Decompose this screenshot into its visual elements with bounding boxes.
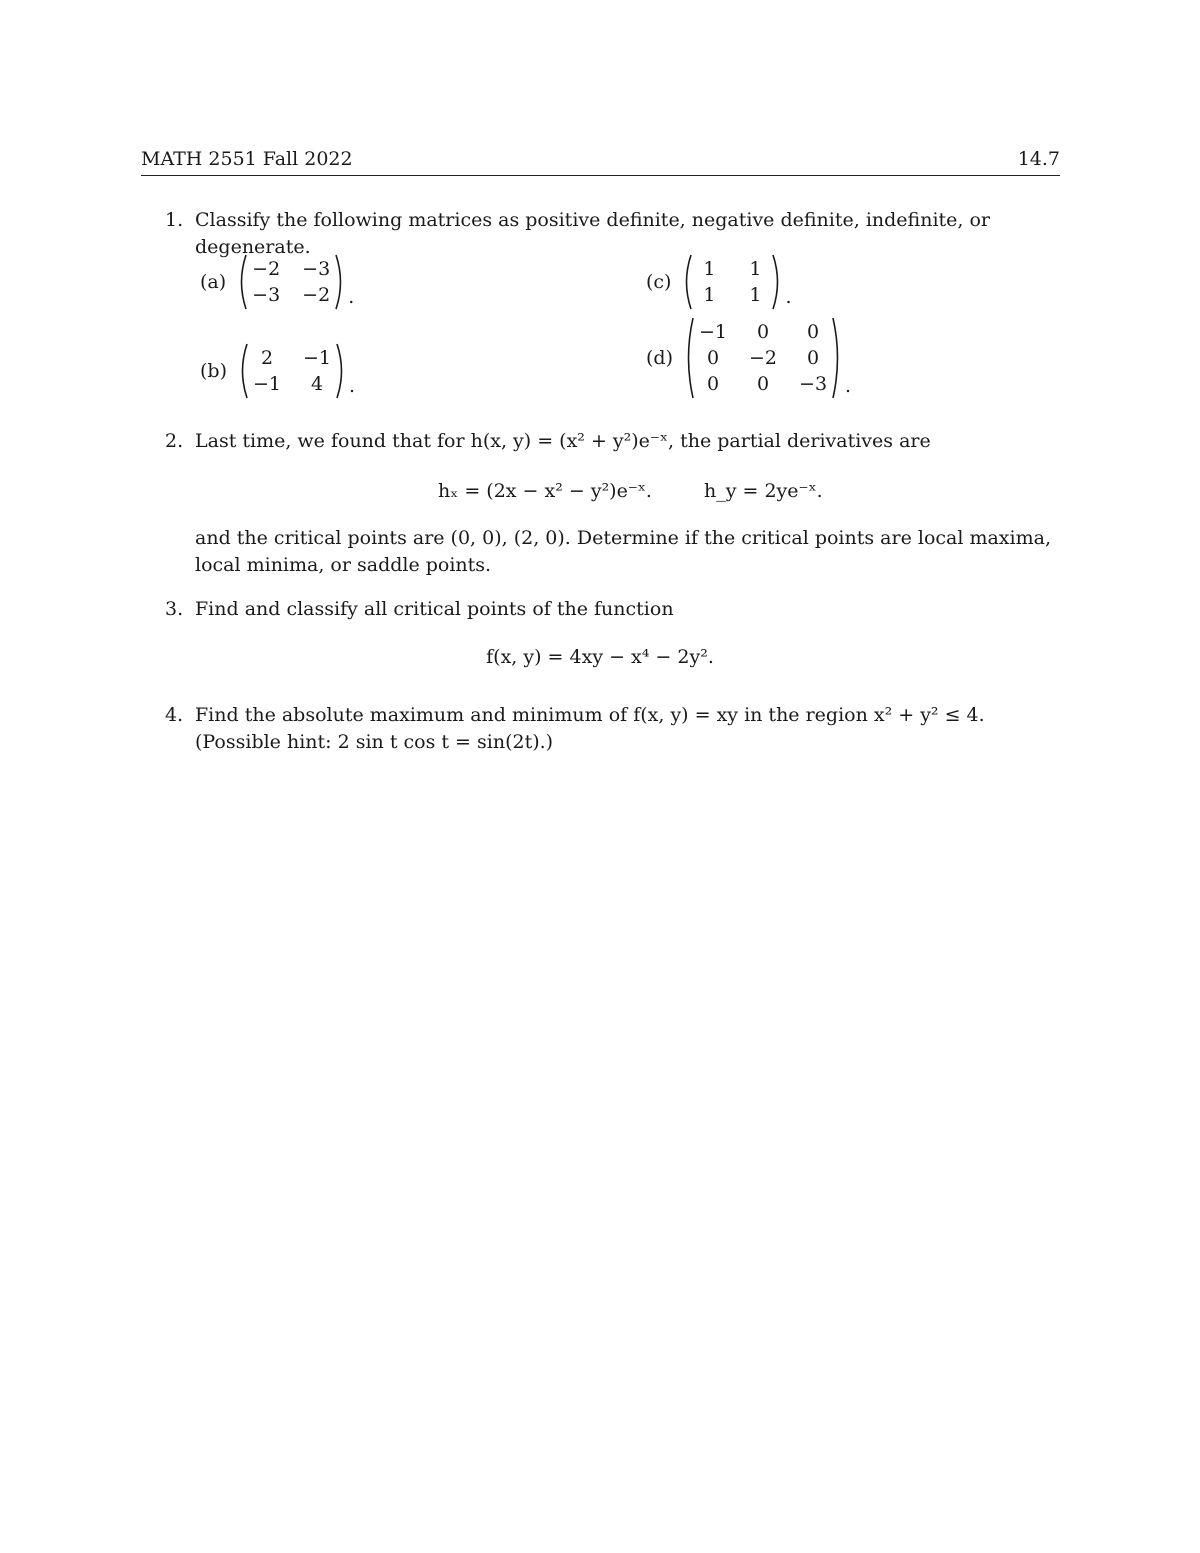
matrix-entry: −3 [799,373,828,395]
right-paren [334,253,346,311]
matrix-b [200,342,355,400]
matrix-terminator: . [845,375,852,398]
matrix-a [200,253,354,311]
matrix-entry: 1 [703,258,716,280]
matrix-label: (b) [200,359,227,382]
matrix [681,253,791,311]
course-title: MATH 2551 Fall 2022 [141,148,353,170]
matrix-entry: 0 [806,347,820,369]
problem-number: 2. [165,430,184,452]
matrix-entry: −1 [253,373,282,395]
problem-4 [165,702,1060,755]
matrix-entry: −3 [302,258,331,280]
matrix [237,342,355,400]
partial-y-formula: h_y = 2ye⁻ˣ. [704,480,823,502]
problem-2-rest [165,525,1060,578]
matrix-entry: −3 [252,284,281,306]
page-header [141,146,1060,176]
matrix [683,316,851,400]
matrix-terminator: . [349,375,356,398]
matrix-label: (c) [646,270,672,293]
matrix-entry: 1 [703,284,716,306]
left-paren [237,342,249,400]
matrix-entry: 0 [706,347,720,369]
problem-number: 1. [165,209,184,231]
matrix-entry: 1 [749,284,762,306]
matrix-c [646,253,792,311]
problem-text: Classify the following matrices as positive definite, negative definite, indefinite, or degenerate. [195,209,991,258]
function-formula: f(x, y) = 4xy − x⁴ − 2y². [486,646,714,668]
left-paren [236,253,248,311]
matrix-entry: 0 [756,321,770,343]
matrix-entry: 0 [806,321,820,343]
matrix-entry: 2 [260,347,274,369]
partial-x-formula: hₓ = (2x − x² − y²)e⁻ˣ. [438,480,652,502]
matrix-terminator: . [348,286,355,309]
matrix-entry: −2 [749,347,778,369]
matrix-entry: −1 [303,347,332,369]
matrix-entries [248,256,334,308]
problem-text: Find the absolute maximum and minimum of f(x, y) = xy in the region x² + y² ≤ 4. (Possible hint: 2 sin t cos t = sin(2t).) [195,704,985,753]
matrix-d [646,316,851,400]
matrix-entry: −2 [302,284,331,306]
matrix-label: (a) [200,270,227,293]
matrix-entries [693,256,771,308]
matrix-entry: 4 [310,373,324,395]
left-paren [681,253,693,311]
problem-text: and the critical points are (0, 0), (2, 0). Determine if the critical points are local maxima, local minima, or saddle points. [195,527,1051,576]
matrix-label: (d) [646,346,673,369]
right-paren [335,342,347,400]
problem-text: Find and classify all critical points of the function [195,598,674,620]
problem-number: 4. [165,704,184,726]
matrix-entries [695,319,831,397]
problem-3 [165,596,1060,623]
problem-number: 3. [165,598,184,620]
matrix-entries [249,345,335,397]
matrix-entry: 1 [749,258,762,280]
section-number: 14.7 [1017,148,1060,170]
left-paren [683,316,695,400]
matrix-entry: 0 [706,373,720,395]
problem-2 [165,428,1060,455]
right-paren [831,316,843,400]
matrix-entry: −1 [699,321,728,343]
problem-lead: Last time, we found that for h(x, y) = (x² + y²)e⁻ˣ, the partial derivatives are [195,430,931,452]
matrix-terminator: . [785,286,792,309]
matrix-entry: 0 [756,373,770,395]
right-paren [771,253,783,311]
matrix-entry: −2 [252,258,281,280]
matrix [236,253,354,311]
